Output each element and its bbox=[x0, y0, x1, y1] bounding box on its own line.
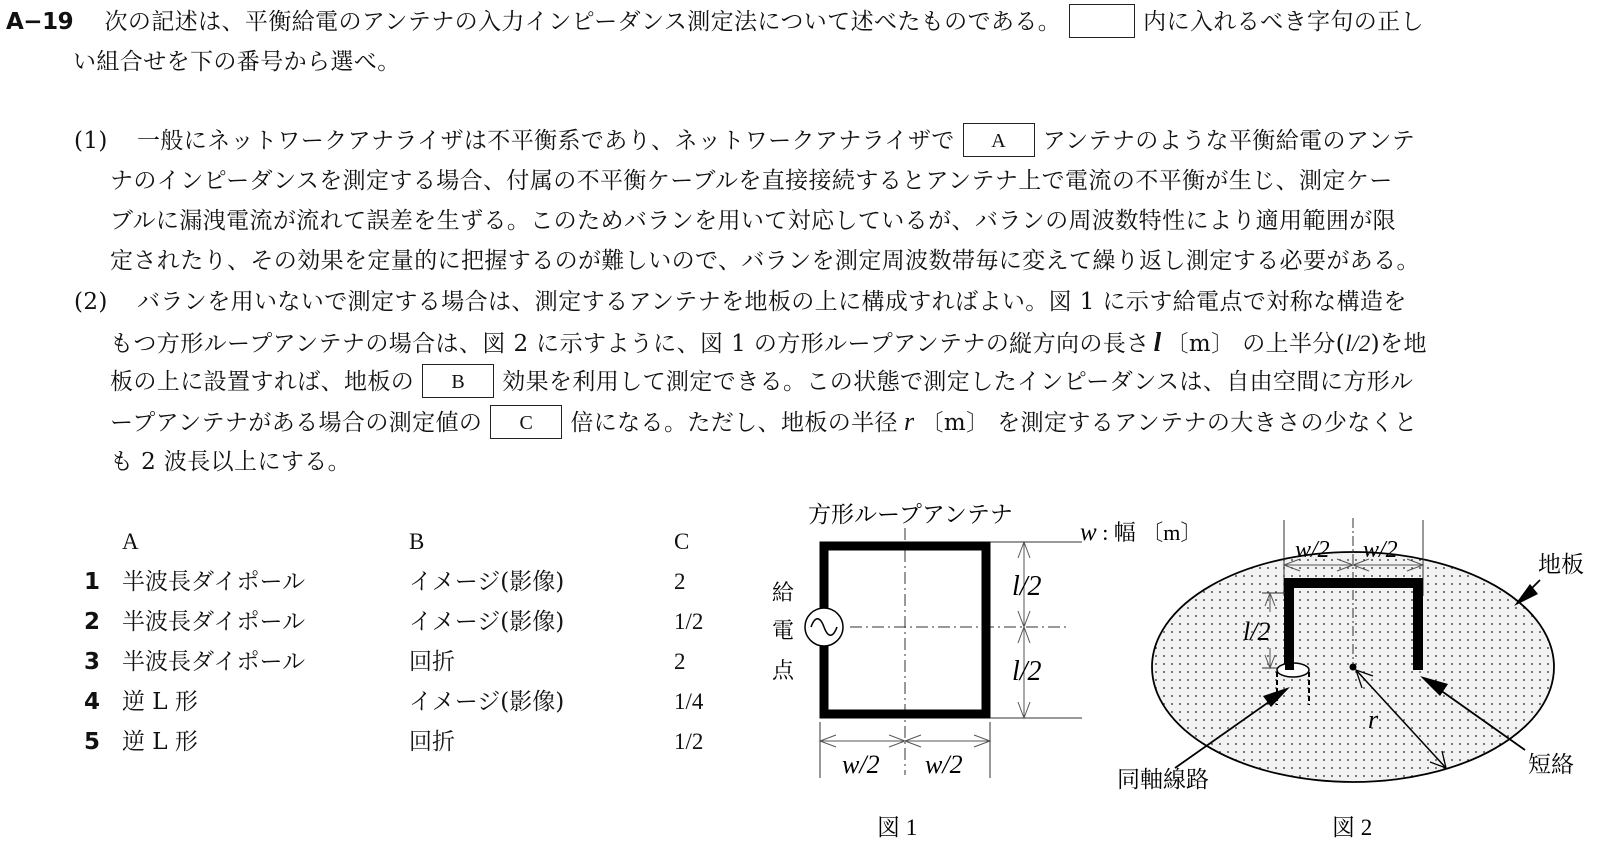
paragraph1-line3: ブルに漏洩電流が流れて誤差を生ずる。このためバランを用いて対応しているが、バランの周波数特性により適用範囲が限 bbox=[110, 208, 1397, 234]
coax-center-conductor bbox=[1285, 650, 1294, 670]
feed-label-1: 給 bbox=[772, 580, 795, 605]
var-l: l bbox=[1153, 327, 1162, 357]
blank-c: C bbox=[490, 405, 562, 439]
choice-c: 2 bbox=[674, 569, 686, 594]
choice-a: 逆 L 形 bbox=[122, 729, 198, 755]
frac-l-half: l/2 bbox=[1345, 331, 1371, 356]
paragraph2-text: 〔m〕 の上半分( bbox=[1165, 331, 1346, 357]
dim-l-half-top: l/2 bbox=[1012, 571, 1042, 602]
feed-label-3: 点 bbox=[772, 658, 795, 683]
intro-line2: い組合せを下の番号から選べ。 bbox=[73, 49, 401, 75]
header-c: C bbox=[674, 529, 690, 554]
paragraph2-text: 効果を利用して測定できる。この状態で測定したインピーダンスは、自由空間に方形ル bbox=[502, 369, 1414, 395]
choice-number[interactable]: 3 bbox=[84, 649, 101, 675]
choice-a: 半波長ダイポール bbox=[122, 649, 306, 675]
choice-b: イメージ(影像) bbox=[409, 569, 565, 595]
choice-a: 逆 L 形 bbox=[122, 689, 198, 715]
figure1-title: 方形ループアンテナ bbox=[808, 502, 1013, 527]
var-r: r bbox=[903, 407, 915, 436]
choice-number[interactable]: 1 bbox=[84, 569, 101, 595]
ground-arrowhead-icon bbox=[1514, 584, 1538, 606]
paragraph2-text: 倍になる。ただし、地板の半径 bbox=[570, 410, 898, 436]
blank-b: B bbox=[422, 364, 494, 398]
paragraph1-line2: ナのインピーダンスを測定する場合、付属の不平衡ケーブルを直接接続するとアンテナ上で電流の不平衡が生じ、測定ケー bbox=[110, 168, 1393, 194]
figure2-caption: 図 2 bbox=[1332, 815, 1373, 840]
paragraph2-label: (2) bbox=[74, 289, 108, 315]
choice-b: 回折 bbox=[409, 649, 455, 675]
choice-b: イメージ(影像) bbox=[409, 609, 565, 635]
paragraph1-label: (1) bbox=[74, 128, 108, 154]
paragraph2-text: ープアンテナがある場合の測定値の bbox=[110, 410, 483, 436]
short-label: 短絡 bbox=[1528, 752, 1574, 777]
paragraph2-line1: バランを用いないで測定する場合は、測定するアンテナを地板の上に構成すればよい。図 1 に示す給電点で対称な構造を bbox=[137, 289, 1407, 315]
blank-a: A bbox=[963, 123, 1035, 157]
radius-label: r bbox=[1368, 705, 1379, 734]
dim-w-half-left: w/2 bbox=[842, 750, 880, 779]
figure2-ground-plane-antenna bbox=[1080, 500, 1618, 847]
paragraph1-line4: 定されたり、その効果を定量的に把握するのが難しいので、バランを測定周波数帯毎に変えて繰り返し測定する必要がある。 bbox=[110, 248, 1420, 274]
ground-plane-label: 地板 bbox=[1538, 552, 1584, 577]
paragraph2-line4 bbox=[110, 402, 1418, 443]
paragraph1-text-a: 一般にネットワークアナライザは不平衡系であり、ネットワークアナライザで bbox=[137, 128, 955, 154]
paragraph2-line2 bbox=[110, 322, 1427, 364]
figure1-square-loop-antenna bbox=[760, 500, 1090, 847]
paragraph2-text: 〔m〕 を測定するアンテナの大きさの少なくと bbox=[920, 410, 1418, 436]
feed-label-2: 電 bbox=[772, 618, 795, 643]
width-legend: w : 幅 〔m〕 bbox=[1080, 519, 1203, 546]
question-intro bbox=[6, 2, 1424, 42]
paragraph1-line1 bbox=[137, 121, 1415, 161]
choice-number[interactable]: 5 bbox=[84, 729, 101, 755]
choice-b: 回折 bbox=[409, 729, 455, 755]
choice-b: イメージ(影像) bbox=[409, 689, 565, 715]
dim-w-half-right: w/2 bbox=[1363, 537, 1398, 563]
choice-c: 1/4 bbox=[674, 689, 704, 714]
choice-c: 2 bbox=[674, 649, 686, 674]
paragraph2-text: )を地 bbox=[1370, 331, 1427, 357]
header-b: B bbox=[409, 529, 425, 554]
dim-l-half-bottom: l/2 bbox=[1012, 656, 1042, 687]
dim-w-half-left: w/2 bbox=[1295, 537, 1330, 563]
question-number: A−19 bbox=[6, 9, 74, 35]
header-a: A bbox=[122, 529, 139, 554]
dim-w-half-right: w/2 bbox=[925, 750, 963, 779]
intro-text-b: 内に入れるべき字句の正し bbox=[1143, 9, 1424, 35]
choice-c: 1/2 bbox=[674, 729, 704, 754]
choice-number[interactable]: 2 bbox=[84, 609, 101, 635]
paragraph2-text: 板の上に設置すれば、地板の bbox=[110, 369, 415, 395]
dim-l-half: l/2 bbox=[1243, 617, 1271, 646]
choices-table bbox=[84, 522, 764, 762]
choice-a: 半波長ダイポール bbox=[122, 569, 306, 595]
paragraph1-text-b: アンテナのような平衡給電のアンテ bbox=[1042, 128, 1416, 154]
choice-a: 半波長ダイポール bbox=[122, 609, 306, 635]
figure1-caption: 図 1 bbox=[877, 815, 918, 840]
blank-box-legend bbox=[1069, 4, 1135, 38]
paragraph2-line5: も 2 波長以上にする。 bbox=[110, 449, 352, 475]
coax-label: 同軸線路 bbox=[1117, 767, 1209, 792]
choice-c: 1/2 bbox=[674, 609, 704, 634]
paragraph2-text: もつ方形ループアンテナの場合は、図 2 に示すように、図 1 の方形ループアンテナの縦方向の長さ bbox=[110, 331, 1150, 357]
choice-number[interactable]: 4 bbox=[84, 689, 101, 715]
paragraph2-line3 bbox=[110, 362, 1413, 402]
intro-text-a: 次の記述は、平衡給電のアンテナの入力インピーダンス測定法について述べたものである。 bbox=[104, 9, 1062, 35]
